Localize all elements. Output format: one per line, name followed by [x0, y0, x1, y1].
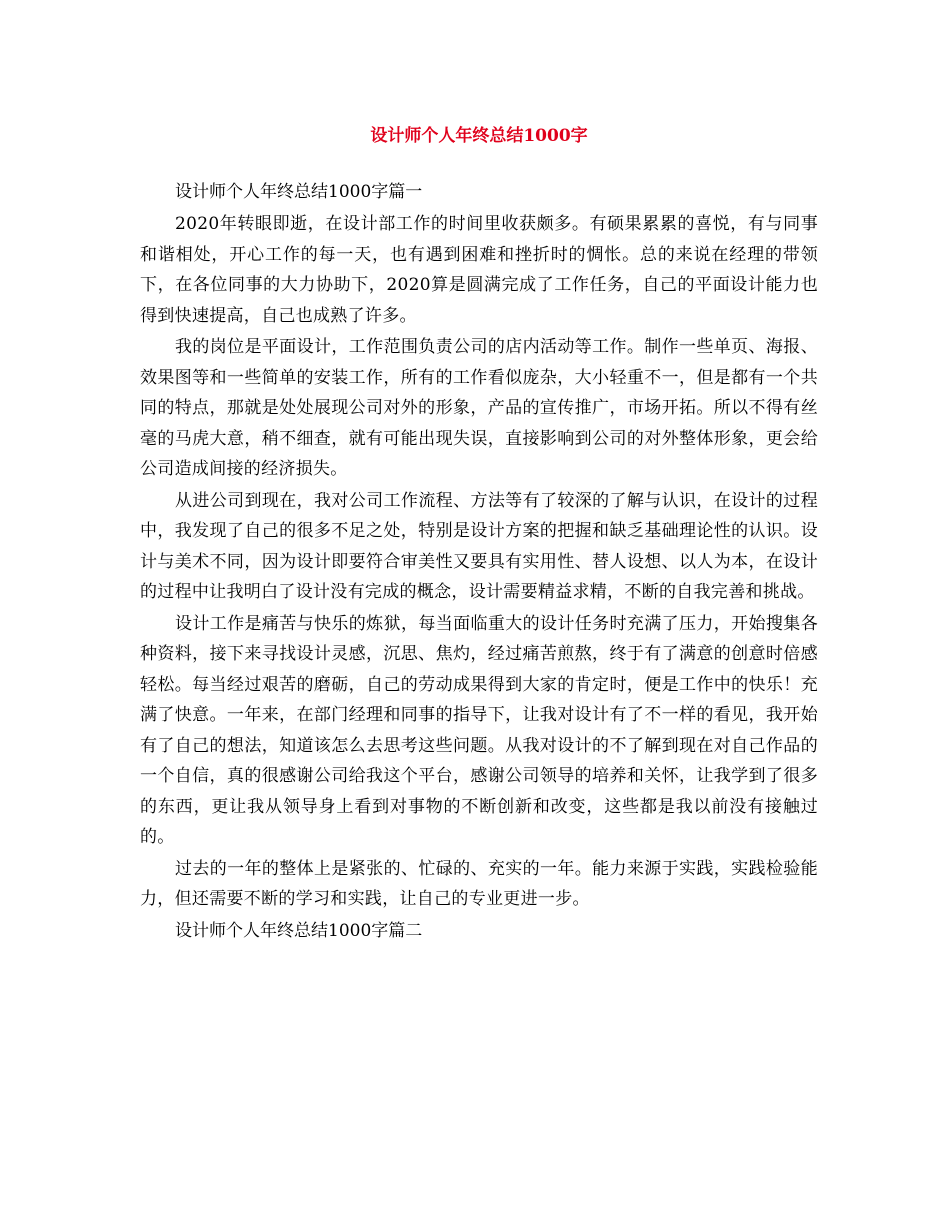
paragraph-5: 过去的一年的整体上是紧张的、忙碌的、充实的一年。能力来源于实践，实践检验能力，但还需要不断的学习和实践，让自己的专业更进一步。 [140, 858, 818, 909]
section-heading-2: 设计师个人年终总结1000字篇二 [175, 920, 423, 941]
document-title: 设计师个人年终总结1000字 [370, 126, 588, 146]
paragraph-4: 设计工作是痛苦与快乐的炼狱，每当面临重大的设计任务时充满了压力，开始搜集各种资料，接下来寻找设计灵感，沉思、焦灼，经过痛苦煎熬，终于有了满意的创意时倍感轻松。每当经过艰苦的磨砺，自己的劳动成果得到大家的肯定时，便是工作中的快乐！充满了快意。一年来，在部门经理和同事的指导下，让我对设计有了不一样的看见，我开始有了自己的想法，知道该怎么去思考这些问题。从我对设计的不了解到现在对自己作品的一个自信，真的很感谢公司给我这个平台，感谢公司领导的培养和关怀，让我学到了很多的东西，更让我从领导身上看到对事物的不断创新和改变，这些都是我以前没有接触过的。 [140, 613, 818, 847]
paragraph-3: 从进公司到现在，我对公司工作流程、方法等有了较深的了解与认识，在设计的过程中，我发现了自己的很多不足之处，特别是设计方案的把握和缺乏基础理论性的认识。设计与美术不同，因为设计即要符合审美性又要具有实用性、替人设想、以人为本，在设计的过程中让我明白了设计没有完成的概念，设计需要精益求精，不断的自我完善和挑战。 [140, 490, 818, 602]
paragraph-2: 我的岗位是平面设计，工作范围负责公司的店内活动等工作。制作一些单页、海报、效果图等和一些简单的安装工作，所有的工作看似庞杂，大小轻重不一，但是都有一个共同的特点，那就是处处展现公司对外的形象，产品的宣传推广，市场开拓。所以不得有丝毫的马虎大意，稍不细查，就有可能出现失误，直接影响到公司的对外整体形象，更会给公司造成间接的经济损失。 [140, 337, 818, 479]
section-heading-1: 设计师个人年终总结1000字篇一 [175, 182, 423, 202]
paragraph-1: 2020年转眼即逝，在设计部工作的时间里收获颇多。有硕果累累的喜悦，有与同事和谐相处，开心工作的每一天，也有遇到困难和挫折时的惆怅。总的来说在经理的带领下，在各位同事的大力协助下，2020算是圆满完成了工作任务，自己的平面设计能力也得到快速提高，自己也成熟了许多。 [140, 214, 818, 326]
